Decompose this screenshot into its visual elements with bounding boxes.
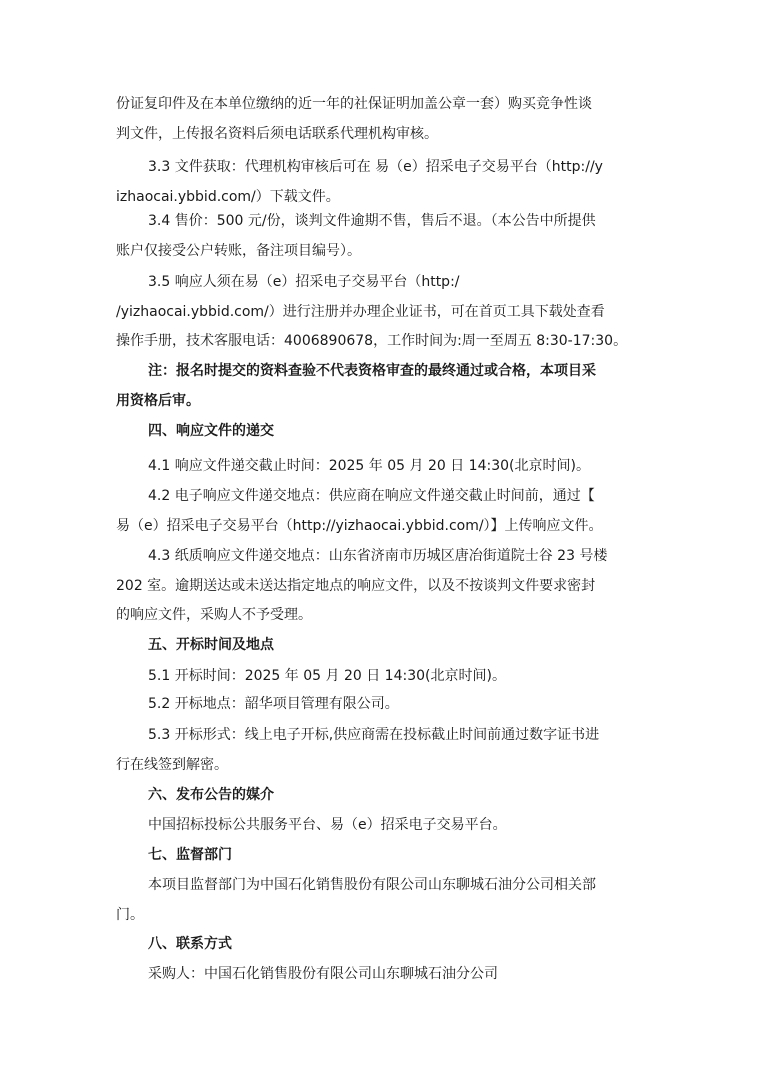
text-line: 门。: [116, 907, 144, 923]
text-line: 操作手册，技术客服电话：4006890678，工作时间为:周一至周五 8:30-17:30。: [116, 333, 628, 349]
text-line: 本项目监督部门为中国石化销售股份有限公司山东聊城石油分公司相关部: [148, 877, 596, 893]
text-line: 202 室。逾期送达或未送达指定地点的响应文件，以及不按谈判文件要求密封: [116, 578, 596, 594]
text-line: 3.4 售价：500 元/份，谈判文件逾期不售，售后不退。（本公告中所提供: [148, 213, 596, 229]
section-heading: 五、开标时间及地点: [148, 637, 274, 653]
section-heading: 四、响应文件的递交: [148, 423, 274, 439]
text-line: 易（e）招采电子交易平台（http://yizhaocai.ybbid.com/）】上传响应文件。: [116, 518, 603, 534]
text-line: 5.1 开标时间：2025 年 05 月 20 日 14:30(北京时间)。: [148, 668, 506, 684]
section-heading: 六、发布公告的媒介: [148, 787, 274, 803]
text-line: 采购人：中国石化销售股份有限公司山东聊城石油分公司: [148, 966, 498, 982]
note-line: 注：报名时提交的资料查验不代表资格审查的最终通过或合格，本项目采: [148, 363, 596, 379]
section-heading: 七、监督部门: [148, 847, 232, 863]
text-line: 5.3 开标形式：线上电子开标,供应商需在投标截止时间前通过数字证书进: [148, 727, 600, 743]
text-line: 判文件，上传报名资料后须电话联系代理机构审核。: [116, 126, 438, 142]
text-line: 3.5 响应人须在易（e）招采电子交易平台（http:/: [148, 274, 460, 290]
text-line: /yizhaocai.ybbid.com/）进行注册并办理企业证书，可在首页工具下载处查看: [116, 304, 605, 320]
text-line: 行在线签到解密。: [116, 757, 228, 773]
section-heading: 八、联系方式: [148, 936, 232, 952]
text-line: 5.2 开标地点：韶华项目管理有限公司。: [148, 696, 399, 712]
text-line: 4.1 响应文件递交截止时间：2025 年 05 月 20 日 14:30(北京时间)。: [148, 458, 590, 474]
text-line: 3.3 文件获取：代理机构审核后可在 易（e）招采电子交易平台（http://y: [148, 159, 603, 175]
note-line: 用资格后审。: [116, 393, 200, 409]
text-line: 4.3 纸质响应文件递交地点：山东省济南市历城区唐冶街道院士谷 23 号楼: [148, 548, 608, 564]
text-line: 账户仅接受公户转账，备注项目编号）。: [116, 243, 361, 259]
text-line: 份证复印件及在本单位缴纳的近一年的社保证明加盖公章一套）购买竞争性谈: [116, 96, 592, 112]
text-line: 的响应文件，采购人不予受理。: [116, 607, 312, 623]
text-line: 4.2 电子响应文件递交地点：供应商在响应文件递交截止时间前，通过【: [148, 488, 595, 504]
text-line: 中国招标投标公共服务平台、易（e）招采电子交易平台。: [148, 817, 507, 833]
text-line: izhaocai.ybbid.com/）下载文件。: [116, 189, 340, 205]
